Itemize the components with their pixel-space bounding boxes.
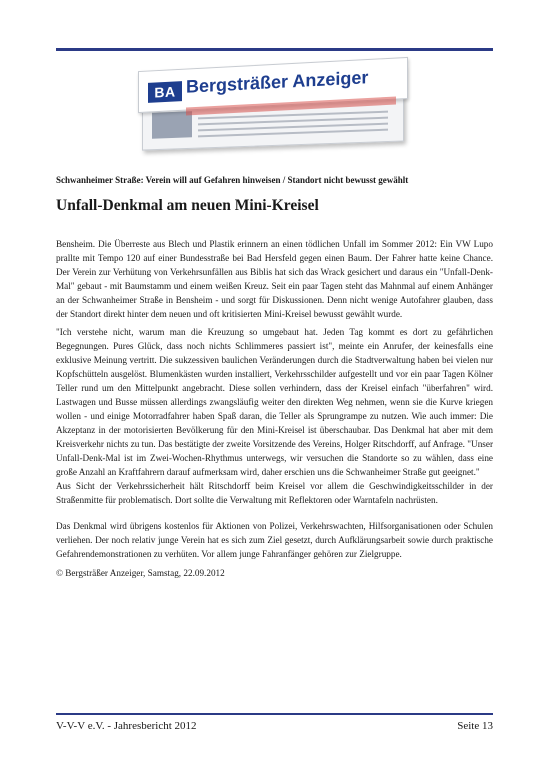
article-paragraph-4: Das Denkmal wird übrigens kostenlos für Aktionen von Polizei, Verkehrswachten, Hilfsorganisationen oder Schulen verliehen. Der noch relativ junge Verein hat es sich zum Ziel gesetzt, durch Aufklärungsarbeit sowie durch praktische Gefahrendemonstrationen zu verhüten. Vor allem junge Fahranfänger gehören zur Zielgruppe. [56,521,493,559]
article-headline: Unfall-Denkmal am neuen Mini-Kreisel [56,197,319,214]
bottom-divider [56,713,493,715]
article-paragraph-2: "Ich verstehe nicht, warum man die Kreuzung so umgebaut hat. Jeden Tag kommt es dort zu gefährlichen Begegnungen. Pures Glück, dass noch nichts Schlimmeres passiert ist", meinte ein Anrufer, der keinesfalls eine exklusive Meinung vertritt. Die sukzessiven baulichen Veränderungen durch die Stadtverwaltung haben bei vielen nur Kopfschütteln ausgelöst. Blumenkästen wurden installiert, Verkehrsschilder aufgestellt und vor ein paar Tagen Kölner Teller rund um den Mittelpunkt angebracht. Diese sollen verhindern, dass der Kreisel einfach "überfahren" wird. Lastwagen und Busse müssen allerdings zwangsläufig weiter den direkten Weg nehmen, wenn sie die Kurve kriegen wollen - und einige Motorradfahrer haben Spaß daran, die Teller als Sprungrampe zu nutzen. Wie auch immer: Die Akzeptanz in der motorisierten Bevölkerung für den Mini-Kreisel ist überschaubar. Das Denkmal hat aber mit dem Kreisverkehr nichts zu tun. Das bestätigte der zweite Vorsitzende des Vereins, Holger Ritschdorff, auf Anfrage. "Unser Unfall-Denk-Mal ist im Zwei-Wochen-Rhythmus unterwegs, wir versuchen die Standorte so zu wählen, dass eine große Anzahl an Kraftfahrern darauf aufmerksam wird, daher erschien uns die Schwanheimer Straße gut geeignet." [56,327,493,477]
article-paragraph-3: Aus Sicht der Verkehrssicherheit hält Ritschdorff beim Kreisel vor allem die Geschwindigkeitsschilder in der Straßenmitte für problematisch. Dort sollte die Verwaltung mit Reflektoren oder Warntafeln nachrüsten. [56,481,493,505]
article-source: © Bergsträßer Anzeiger, Samstag, 22.09.2012 [56,568,225,578]
ba-logo: BA [148,81,182,103]
footer-page-number: Seite 13 [457,720,493,732]
newspaper-title: Bergsträßer Anzeiger [186,67,369,97]
footer-report-title: V-V-V e.V. - Jahresbericht 2012 [56,720,197,732]
top-divider [56,48,493,51]
newspaper-masthead-image [138,64,408,148]
article-paragraph-1: Bensheim. Die Überreste aus Blech und Plastik erinnern an einen tödlichen Unfall im Sommer 2012: Ein VW Lupo prallte mit Tempo 120 auf einer Bundesstraße bei Bad Hersfeld gegen einen Baum. Der Fahrer hatte keine Chance. Der Verein zur Verhütung von Verkehrsunfällen aus Biblis hat sich das Wrack gesichert und daraus ein "Unfall-Denk-Mal" gebaut - mit Baumstamm und einem weißen Kreuz. Seit ein paar Tagen steht das Mahnmal auf einem Anhänger an der Schwanheimer Straße in Bensheim - und sorgt für Diskussionen. Denn nicht wenige Autofahrer glauben, dass der Standort direkt hinter dem neuen und oft kritisierten Mini-Kreisel bewusst gewählt wurde. [56,239,493,319]
article-subheadline: Schwanheimer Straße: Verein will auf Gefahren hinweisen / Standort nicht bewusst gewählt [56,175,409,185]
